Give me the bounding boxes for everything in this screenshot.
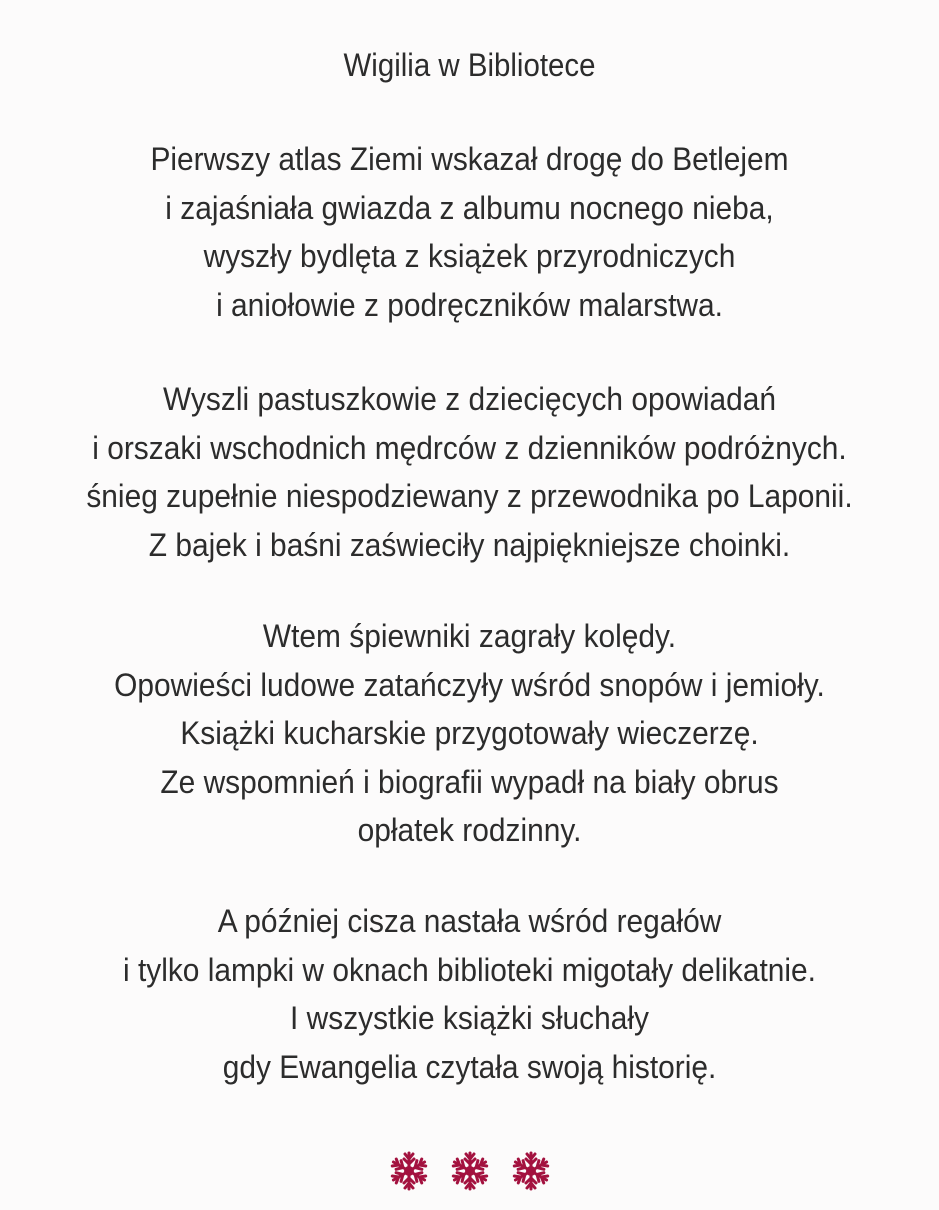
poem-line: Z bajek i baśni zaświeciły najpiękniejsze choinki.: [148, 526, 791, 563]
snowflake-icon: [510, 1150, 552, 1192]
poem-line: opłatek rodzinny.: [357, 812, 582, 848]
stanza-1: [38, 135, 902, 329]
poem-page: [38, 0, 902, 1210]
poem-line: Wyszli pastuszkowie z dziecięcych opowiadań: [163, 381, 776, 417]
poem-line: i zajaśniała gwiazda z albumu nocnego nieba,: [165, 189, 774, 226]
poem-line: wyszły bydlęta z książek przyrodniczych: [203, 238, 736, 274]
stanza-3: [38, 612, 902, 855]
snowflake-icon: [388, 1150, 430, 1192]
stanza-2: [38, 375, 902, 569]
poem-line: i orszaki wschodnich mędrców z dzienników podróżnych.: [92, 429, 847, 466]
poem-line: i aniołowie z podręczników malarstwa.: [216, 286, 723, 323]
poem-line: śnieg zupełnie niespodziewany z przewodnika po Laponii.: [86, 478, 853, 514]
poem-line: gdy Ewangelia czytała swoją historię.: [222, 1048, 717, 1085]
poem-line: Wtem śpiewniki zagrały kolędy.: [262, 618, 677, 654]
poem-line: Opowieści ludowe zatańczyły wśród snopów i jemioły.: [114, 666, 825, 703]
snowflake-ornaments: [0, 1150, 939, 1192]
poem-line: Książki kucharskie przygotowały wieczerzę.: [180, 715, 759, 751]
poem-line: Ze wspomnień i biografii wypadł na biały obrus: [160, 763, 779, 800]
poem-line: I wszystkie książki słuchały: [290, 1000, 649, 1036]
stanza-4: [38, 897, 902, 1091]
poem-line: Pierwszy atlas Ziemi wskazał drogę do Betlejem: [150, 141, 789, 177]
poem-line: A później cisza nastała wśród regałów: [217, 903, 722, 939]
snowflake-icon: [449, 1150, 491, 1192]
poem-title: Wigilia w Bibliotece: [343, 47, 596, 83]
poem-line: i tylko lampki w oknach biblioteki migotały delikatnie.: [122, 951, 816, 988]
